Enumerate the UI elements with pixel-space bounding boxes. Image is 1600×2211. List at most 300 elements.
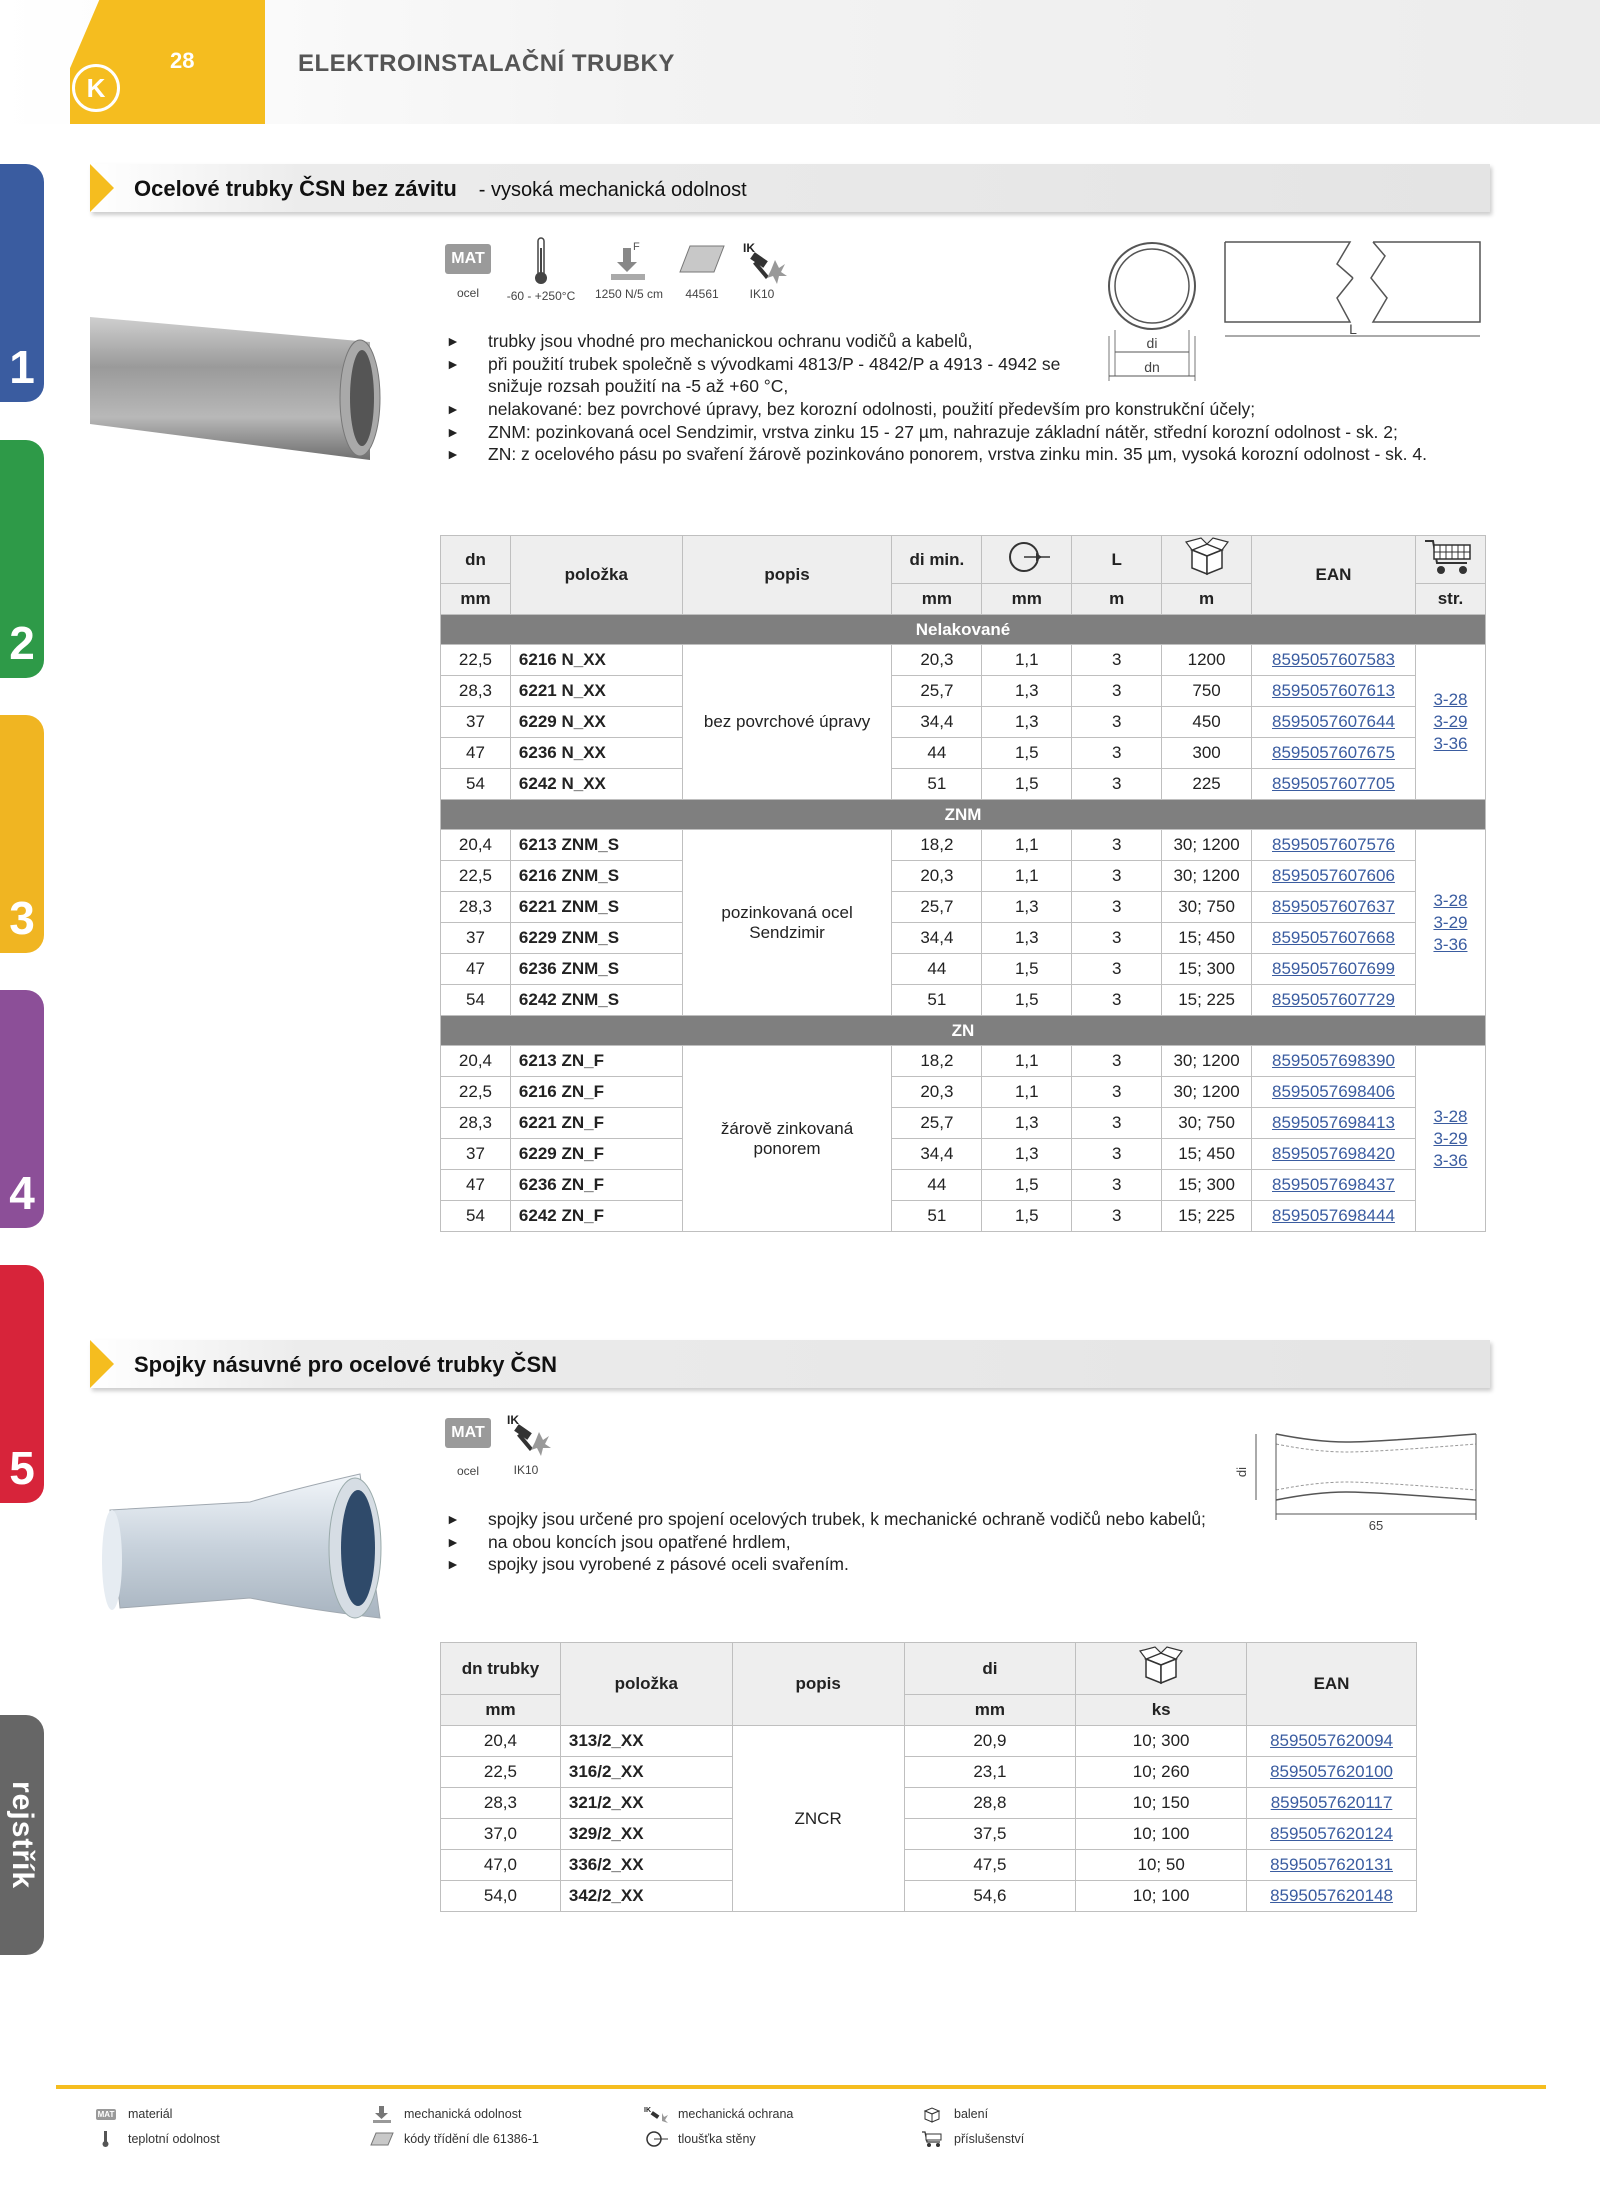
col-header-dn: dn trubky: [441, 1643, 561, 1695]
chapter-tab-5[interactable]: 5: [0, 1265, 44, 1503]
ean-link[interactable]: 8595057607675: [1272, 743, 1395, 762]
unit-str: str.: [1415, 584, 1485, 615]
cell-wall: 1,3: [982, 676, 1072, 707]
page-link[interactable]: 3-28: [1433, 1106, 1468, 1126]
tube-dimension-drawing: [1105, 236, 1485, 386]
page-link[interactable]: 3-36: [1433, 934, 1468, 954]
cell-wall: 1,5: [982, 985, 1072, 1016]
cell-di: 34,4: [892, 923, 982, 954]
cell-item: 6221 ZN_F: [510, 1108, 682, 1139]
features-list-b: [446, 398, 1506, 466]
cell-ean[interactable]: [1252, 645, 1416, 676]
svg-text:F: F: [633, 241, 640, 253]
cell-wall: 1,1: [982, 645, 1072, 676]
cell-item: 6242 ZNM_S: [510, 985, 682, 1016]
cell-di: 20,9: [904, 1726, 1076, 1757]
cell-dn: 37: [441, 707, 511, 738]
cell-ean[interactable]: [1247, 1788, 1417, 1819]
col-header-di: di min.: [892, 536, 982, 584]
legend-material: [94, 2105, 172, 2123]
cell-length: 3: [1072, 1046, 1162, 1077]
cell-ean[interactable]: [1247, 1850, 1417, 1881]
cell-wall: 1,1: [982, 1077, 1072, 1108]
ean-link[interactable]: 8595057620094: [1270, 1731, 1393, 1750]
legend-label: kódy třídění dle 61386-1: [404, 2132, 539, 2146]
legend-label: tloušťka stěny: [678, 2132, 756, 2146]
classification-code-icon: [678, 240, 726, 280]
material-icon-group: [442, 244, 494, 300]
cell-ean[interactable]: [1252, 1046, 1416, 1077]
table-row: [441, 1170, 1486, 1201]
cell-links[interactable]: [1415, 645, 1485, 800]
ean-link[interactable]: 8595057698390: [1272, 1051, 1395, 1070]
cell-di: 25,7: [892, 676, 982, 707]
unit-length: m: [1072, 584, 1162, 615]
table-row: [441, 1201, 1486, 1232]
feature-item: ► nelakované: bez povrchové úpravy, bez korozní odolnosti, použití především pro konstrukční účely;: [446, 398, 1506, 421]
compression-icon: [370, 2105, 394, 2123]
legend-label: mechanická odolnost: [404, 2107, 522, 2121]
table-row: [441, 1788, 1417, 1819]
ean-link[interactable]: 8595057607576: [1272, 835, 1395, 854]
cell-ean[interactable]: [1252, 1108, 1416, 1139]
cell-pack: 1200: [1162, 645, 1252, 676]
cell-ean[interactable]: [1252, 830, 1416, 861]
ean-link[interactable]: 8595057698444: [1272, 1206, 1395, 1225]
cell-item: 6216 N_XX: [510, 645, 682, 676]
section-subtitle: - vysoká mechanická odolnost: [478, 179, 747, 201]
col-header-pack: [1076, 1643, 1247, 1695]
cell-ean[interactable]: [1252, 954, 1416, 985]
section-title: Spojky násuvné pro ocelové trubky ČSN: [134, 1352, 558, 1377]
table-row: [441, 1850, 1417, 1881]
cell-item: 6216 ZNM_S: [510, 861, 682, 892]
cell-di: 20,3: [892, 1077, 982, 1108]
section-header-steel-tubes: [90, 164, 1490, 212]
cell-item: 6229 ZN_F: [510, 1139, 682, 1170]
legend-label: materiál: [128, 2107, 173, 2121]
cell-ean[interactable]: [1252, 1201, 1416, 1232]
cell-dn: 54: [441, 769, 511, 800]
svg-text:IK: IK: [644, 2107, 651, 2114]
cell-ean[interactable]: [1247, 1819, 1417, 1850]
chapter-tab-index[interactable]: [0, 1715, 44, 1955]
box-icon: [1184, 538, 1230, 576]
couplings-table: [440, 1642, 1417, 1912]
cell-dn: 47,0: [441, 1850, 561, 1881]
cell-ean[interactable]: [1252, 861, 1416, 892]
feature-item: ► ZN: z ocelového pásu po svaření žárově pozinkováno ponorem, vrstva zinku min. 35 µm, vysoká korozní odolnost - sk. 4.: [446, 443, 1506, 466]
cell-length: 3: [1072, 707, 1162, 738]
impact-hammer-icon: [644, 2105, 668, 2123]
cell-pack: 30; 750: [1162, 1108, 1252, 1139]
cell-ean[interactable]: [1252, 676, 1416, 707]
col-header-ean: EAN: [1247, 1643, 1417, 1726]
page-link[interactable]: 3-28: [1433, 890, 1468, 910]
material-caption: ocel: [456, 286, 479, 300]
cell-dn: 20,4: [441, 1726, 561, 1757]
drawing-label-di: di: [1146, 335, 1158, 351]
cell-dn: 54: [441, 985, 511, 1016]
unit-dn: mm: [441, 1695, 561, 1726]
classification-code-icon: [370, 2130, 394, 2148]
page-link[interactable]: 3-29: [1433, 712, 1468, 731]
table-row: [441, 1108, 1486, 1139]
legend-mechanical-resistance: [370, 2105, 521, 2123]
table-row: [441, 830, 1486, 861]
cell-di: 54,6: [904, 1881, 1076, 1912]
cell-di: 51: [892, 769, 982, 800]
ean-link[interactable]: 8595057607729: [1272, 990, 1395, 1009]
table-row: [441, 645, 1486, 676]
cell-dn: 54: [441, 1201, 511, 1232]
ean-link[interactable]: 8595057698437: [1272, 1175, 1395, 1194]
table-row: [441, 1139, 1486, 1170]
chapter-tab-3[interactable]: 3: [0, 715, 44, 953]
cell-desc: bez povrchové úpravy: [682, 645, 892, 800]
cell-dn: 28,3: [441, 892, 511, 923]
col-header-item: položka: [560, 1643, 732, 1726]
table-row: [441, 769, 1486, 800]
unit-pack: ks: [1076, 1695, 1247, 1726]
section-title-wrap: [134, 176, 747, 202]
cell-ean[interactable]: [1252, 985, 1416, 1016]
chapter-tab-4[interactable]: 4: [0, 990, 44, 1228]
cell-item: 313/2_XX: [560, 1726, 732, 1757]
table-row: [441, 1881, 1417, 1912]
thermometer-icon: [531, 236, 551, 286]
unit-pack: m: [1162, 584, 1252, 615]
cell-length: 3: [1072, 830, 1162, 861]
impact-caption: IK10: [749, 287, 775, 301]
drawing-label-dn: dn: [1144, 359, 1160, 375]
table-row: [441, 861, 1486, 892]
ean-link[interactable]: 8595057607606: [1272, 866, 1395, 885]
ean-link[interactable]: 8595057607668: [1272, 928, 1395, 947]
cell-di: 47,5: [904, 1850, 1076, 1881]
cell-dn: 47: [441, 738, 511, 769]
ean-link[interactable]: 8595057698413: [1272, 1113, 1395, 1132]
cell-ean[interactable]: [1252, 738, 1416, 769]
temperature-caption: -60 - +250°C: [506, 289, 576, 303]
cell-item: 6229 ZNM_S: [510, 923, 682, 954]
cell-pack: 10; 150: [1076, 1788, 1247, 1819]
wall-thickness-icon: [1000, 539, 1054, 575]
section-arrow-icon: [90, 164, 114, 212]
footer-divider: [56, 2085, 1546, 2089]
cell-wall: 1,3: [982, 892, 1072, 923]
col-header-wall: [982, 536, 1072, 584]
ean-link[interactable]: 8595057607583: [1272, 650, 1395, 669]
cell-wall: 1,1: [982, 1046, 1072, 1077]
cell-di: 23,1: [904, 1757, 1076, 1788]
ean-link[interactable]: 8595057698406: [1272, 1082, 1395, 1101]
table-row: [441, 707, 1486, 738]
cell-di: 18,2: [892, 1046, 982, 1077]
ean-link[interactable]: 8595057620117: [1270, 1793, 1393, 1812]
section-title: Ocelové trubky ČSN bez závitu: [134, 176, 457, 201]
cell-ean[interactable]: [1252, 1170, 1416, 1201]
cell-wall: 1,3: [982, 707, 1072, 738]
steel-tube-image: [90, 312, 380, 460]
ean-link[interactable]: 8595057607644: [1272, 712, 1395, 731]
chapter-tab-1[interactable]: 1: [0, 164, 44, 402]
ean-link[interactable]: 8595057698420: [1272, 1144, 1395, 1163]
steel-tubes-table: [440, 535, 1486, 1232]
cell-pack: 15; 225: [1162, 985, 1252, 1016]
page-link[interactable]: 3-36: [1433, 1150, 1468, 1170]
table-row: [441, 676, 1486, 707]
classification-caption: 44561: [685, 287, 719, 301]
cell-wall: 1,5: [982, 1170, 1072, 1201]
legend-wall-thickness: [644, 2130, 756, 2148]
cell-length: 3: [1072, 769, 1162, 800]
page-link[interactable]: 3-36: [1433, 734, 1468, 753]
drawing-label-length: 65: [1368, 1518, 1384, 1533]
group-header: Nelakované: [441, 615, 1486, 645]
cell-length: 3: [1072, 1201, 1162, 1232]
col-header-ean: EAN: [1252, 536, 1416, 615]
legend-label: mechanická ochrana: [678, 2107, 794, 2121]
cell-dn: 22,5: [441, 1077, 511, 1108]
col-header-dn: dn: [441, 536, 511, 584]
cell-dn: 37: [441, 923, 511, 954]
legend-temperature: [94, 2130, 220, 2148]
page-link[interactable]: 3-29: [1433, 1128, 1468, 1148]
cell-di: 25,7: [892, 892, 982, 923]
cell-dn: 22,5: [441, 861, 511, 892]
cell-pack: 30; 750: [1162, 892, 1252, 923]
table-row: [441, 892, 1486, 923]
page-title: ELEKTROINSTALAČNÍ TRUBKY: [298, 50, 675, 77]
cell-item: 6216 ZN_F: [510, 1077, 682, 1108]
cell-ean[interactable]: [1247, 1757, 1417, 1788]
cell-dn: 22,5: [441, 1757, 561, 1788]
table-row: [441, 1819, 1417, 1850]
index-tab-label: rejstřík: [6, 1780, 39, 1890]
drawing-label-length: L: [1349, 321, 1357, 337]
impact-hammer-icon: [501, 1410, 551, 1456]
cart-icon: [920, 2130, 944, 2148]
compression-caption: 1250 N/5 cm: [594, 287, 664, 301]
page-link[interactable]: 3-28: [1433, 690, 1468, 709]
material-caption: ocel: [456, 1464, 479, 1478]
temperature-icon-group: [496, 236, 586, 303]
box-icon: [920, 2105, 944, 2123]
cell-wall: 1,1: [982, 861, 1072, 892]
page-number: 28: [170, 48, 195, 73]
table-row: [441, 954, 1486, 985]
cell-dn: 37,0: [441, 1819, 561, 1850]
cell-di: 44: [892, 954, 982, 985]
chapter-tab-2[interactable]: 2: [0, 440, 44, 678]
group-header: ZN: [441, 1016, 1486, 1046]
cell-pack: 450: [1162, 707, 1252, 738]
group-header: ZNM: [441, 800, 1486, 830]
cell-di: 37,5: [904, 1819, 1076, 1850]
cell-ean[interactable]: [1247, 1726, 1417, 1757]
cell-wall: 1,5: [982, 769, 1072, 800]
feature-item: ► spojky jsou určené pro spojení ocelových trubek, k mechanické ochraně vodičů nebo kabelů;: [446, 1508, 1206, 1531]
ean-link[interactable]: 8595057607705: [1272, 774, 1395, 793]
cell-pack: 30; 1200: [1162, 861, 1252, 892]
cell-wall: 1,3: [982, 1108, 1072, 1139]
cell-pack: 10; 50: [1076, 1850, 1247, 1881]
cell-length: 3: [1072, 738, 1162, 769]
cell-links[interactable]: [1415, 830, 1485, 1016]
legend-label: balení: [954, 2107, 989, 2121]
table-row: [441, 1757, 1417, 1788]
drawing-label-di: di: [1234, 1466, 1249, 1478]
cell-ean[interactable]: [1252, 1077, 1416, 1108]
cell-di: 20,3: [892, 645, 982, 676]
company-logo: K: [72, 64, 120, 112]
cell-dn: 28,3: [441, 676, 511, 707]
coupling-features-list: [446, 1508, 1206, 1576]
page-link[interactable]: 3-29: [1433, 912, 1468, 932]
cell-length: 3: [1072, 676, 1162, 707]
legend-label: příslušenství: [954, 2132, 1025, 2146]
cell-item: 6229 N_XX: [510, 707, 682, 738]
cell-pack: 30; 1200: [1162, 830, 1252, 861]
cell-item: 6213 ZNM_S: [510, 830, 682, 861]
cell-ean[interactable]: [1252, 892, 1416, 923]
cell-links[interactable]: [1415, 1046, 1485, 1232]
col-header-length: L: [1072, 536, 1162, 584]
cell-dn: 47: [441, 954, 511, 985]
cell-dn: 47: [441, 1170, 511, 1201]
page-header: [0, 0, 1600, 124]
ean-link[interactable]: 8595057607699: [1272, 959, 1395, 978]
col-header-di: di: [904, 1643, 1076, 1695]
cell-ean[interactable]: [1252, 923, 1416, 954]
cell-length: 3: [1072, 985, 1162, 1016]
ean-link[interactable]: 8595057607613: [1272, 681, 1395, 700]
cell-pack: 10; 260: [1076, 1757, 1247, 1788]
cell-pack: 30; 1200: [1162, 1077, 1252, 1108]
mat-icon: MAT: [445, 244, 490, 274]
cell-pack: 15; 300: [1162, 954, 1252, 985]
feature-item: ► trubky jsou vhodné pro mechanickou ochranu vodičů a kabelů,: [446, 330, 1106, 353]
cell-length: 3: [1072, 1077, 1162, 1108]
ean-link[interactable]: 8595057620148: [1270, 1886, 1393, 1905]
legend-mechanical-protection: [644, 2105, 793, 2123]
cell-wall: 1,3: [982, 1139, 1072, 1170]
cell-pack: 30; 1200: [1162, 1046, 1252, 1077]
mat-icon: MAT: [445, 1418, 490, 1448]
ean-link[interactable]: 8595057620100: [1270, 1762, 1393, 1781]
cell-dn: 20,4: [441, 1046, 511, 1077]
svg-text:IK: IK: [743, 241, 755, 255]
cell-pack: 15; 450: [1162, 923, 1252, 954]
mat-icon: MAT: [97, 2109, 115, 2119]
ean-link[interactable]: 8595057620131: [1270, 1855, 1393, 1874]
cell-pack: 10; 100: [1076, 1881, 1247, 1912]
cell-length: 3: [1072, 1170, 1162, 1201]
cell-desc: pozinkovaná ocel Sendzimir: [682, 830, 892, 1016]
cell-di: 20,3: [892, 861, 982, 892]
legend-classification: [370, 2130, 539, 2148]
cell-dn: 37: [441, 1139, 511, 1170]
unit-dn: mm: [441, 584, 511, 615]
cell-item: 316/2_XX: [560, 1757, 732, 1788]
cell-item: 6236 ZN_F: [510, 1170, 682, 1201]
cell-item: 329/2_XX: [560, 1819, 732, 1850]
cell-ean[interactable]: [1252, 769, 1416, 800]
cell-pack: 750: [1162, 676, 1252, 707]
feature-item: ► spojky jsou vyrobené z pásové oceli svařením.: [446, 1553, 1206, 1576]
cell-length: 3: [1072, 861, 1162, 892]
cell-item: 321/2_XX: [560, 1788, 732, 1819]
compression-icon-group: [586, 240, 672, 301]
cell-di: 51: [892, 1201, 982, 1232]
legend-packaging: [920, 2105, 988, 2123]
cell-di: 25,7: [892, 1108, 982, 1139]
cell-di: 28,8: [904, 1788, 1076, 1819]
cart-icon: [1423, 537, 1477, 577]
impact-icon-group: [496, 1410, 556, 1477]
impact-icon-group: [732, 238, 792, 301]
cell-desc: ZNCR: [732, 1726, 904, 1912]
cell-ean[interactable]: [1252, 1139, 1416, 1170]
cell-pack: 15; 225: [1162, 1201, 1252, 1232]
compression-icon: [607, 240, 651, 284]
classification-icon-group: [672, 240, 732, 301]
cell-length: 3: [1072, 923, 1162, 954]
ean-link[interactable]: 8595057620124: [1270, 1824, 1393, 1843]
table-row: [441, 985, 1486, 1016]
cell-pack: 225: [1162, 769, 1252, 800]
col-header-pack: [1162, 536, 1252, 584]
cell-di: 51: [892, 985, 982, 1016]
cell-length: 3: [1072, 1108, 1162, 1139]
cell-ean[interactable]: [1247, 1881, 1417, 1912]
feature-item: ► ZNM: pozinkovaná ocel Sendzimir, vrstva zinku 15 - 27 µm, nahrazuje základní nátěr, střední korozní odolnost - sk. 2;: [446, 421, 1506, 444]
feature-item: ► při použití trubek společně s vývodkami 4813/P - 4842/P a 4913 - 4942 se snižuje rozsah použití na -5 až +60 °C,: [446, 353, 1106, 398]
cell-pack: 15; 450: [1162, 1139, 1252, 1170]
cell-wall: 1,5: [982, 1201, 1072, 1232]
cell-wall: 1,5: [982, 738, 1072, 769]
cell-ean[interactable]: [1252, 707, 1416, 738]
cell-item: 336/2_XX: [560, 1850, 732, 1881]
table-row: [441, 1046, 1486, 1077]
cell-length: 3: [1072, 645, 1162, 676]
cell-desc: žárově zinkovaná ponorem: [682, 1046, 892, 1232]
cell-item: 6213 ZN_F: [510, 1046, 682, 1077]
cell-di: 44: [892, 738, 982, 769]
cell-item: 6236 N_XX: [510, 738, 682, 769]
coupling-image: [100, 1468, 390, 1626]
material-icon-group: [442, 1418, 494, 1478]
col-header-desc: popis: [732, 1643, 904, 1726]
unit-wall: mm: [982, 584, 1072, 615]
cell-item: 6221 ZNM_S: [510, 892, 682, 923]
impact-hammer-icon: [737, 238, 787, 284]
cell-di: 44: [892, 1170, 982, 1201]
cell-di: 34,4: [892, 707, 982, 738]
cell-dn: 22,5: [441, 645, 511, 676]
ean-link[interactable]: 8595057607637: [1272, 897, 1395, 916]
cell-length: 3: [1072, 892, 1162, 923]
section-arrow-icon: [90, 1340, 114, 1388]
cell-item: 6242 ZN_F: [510, 1201, 682, 1232]
table-row: [441, 1077, 1486, 1108]
table-row: [441, 738, 1486, 769]
unit-di: mm: [892, 584, 982, 615]
cell-length: 3: [1072, 1139, 1162, 1170]
table-row: [441, 923, 1486, 954]
cell-pack: 15; 300: [1162, 1170, 1252, 1201]
